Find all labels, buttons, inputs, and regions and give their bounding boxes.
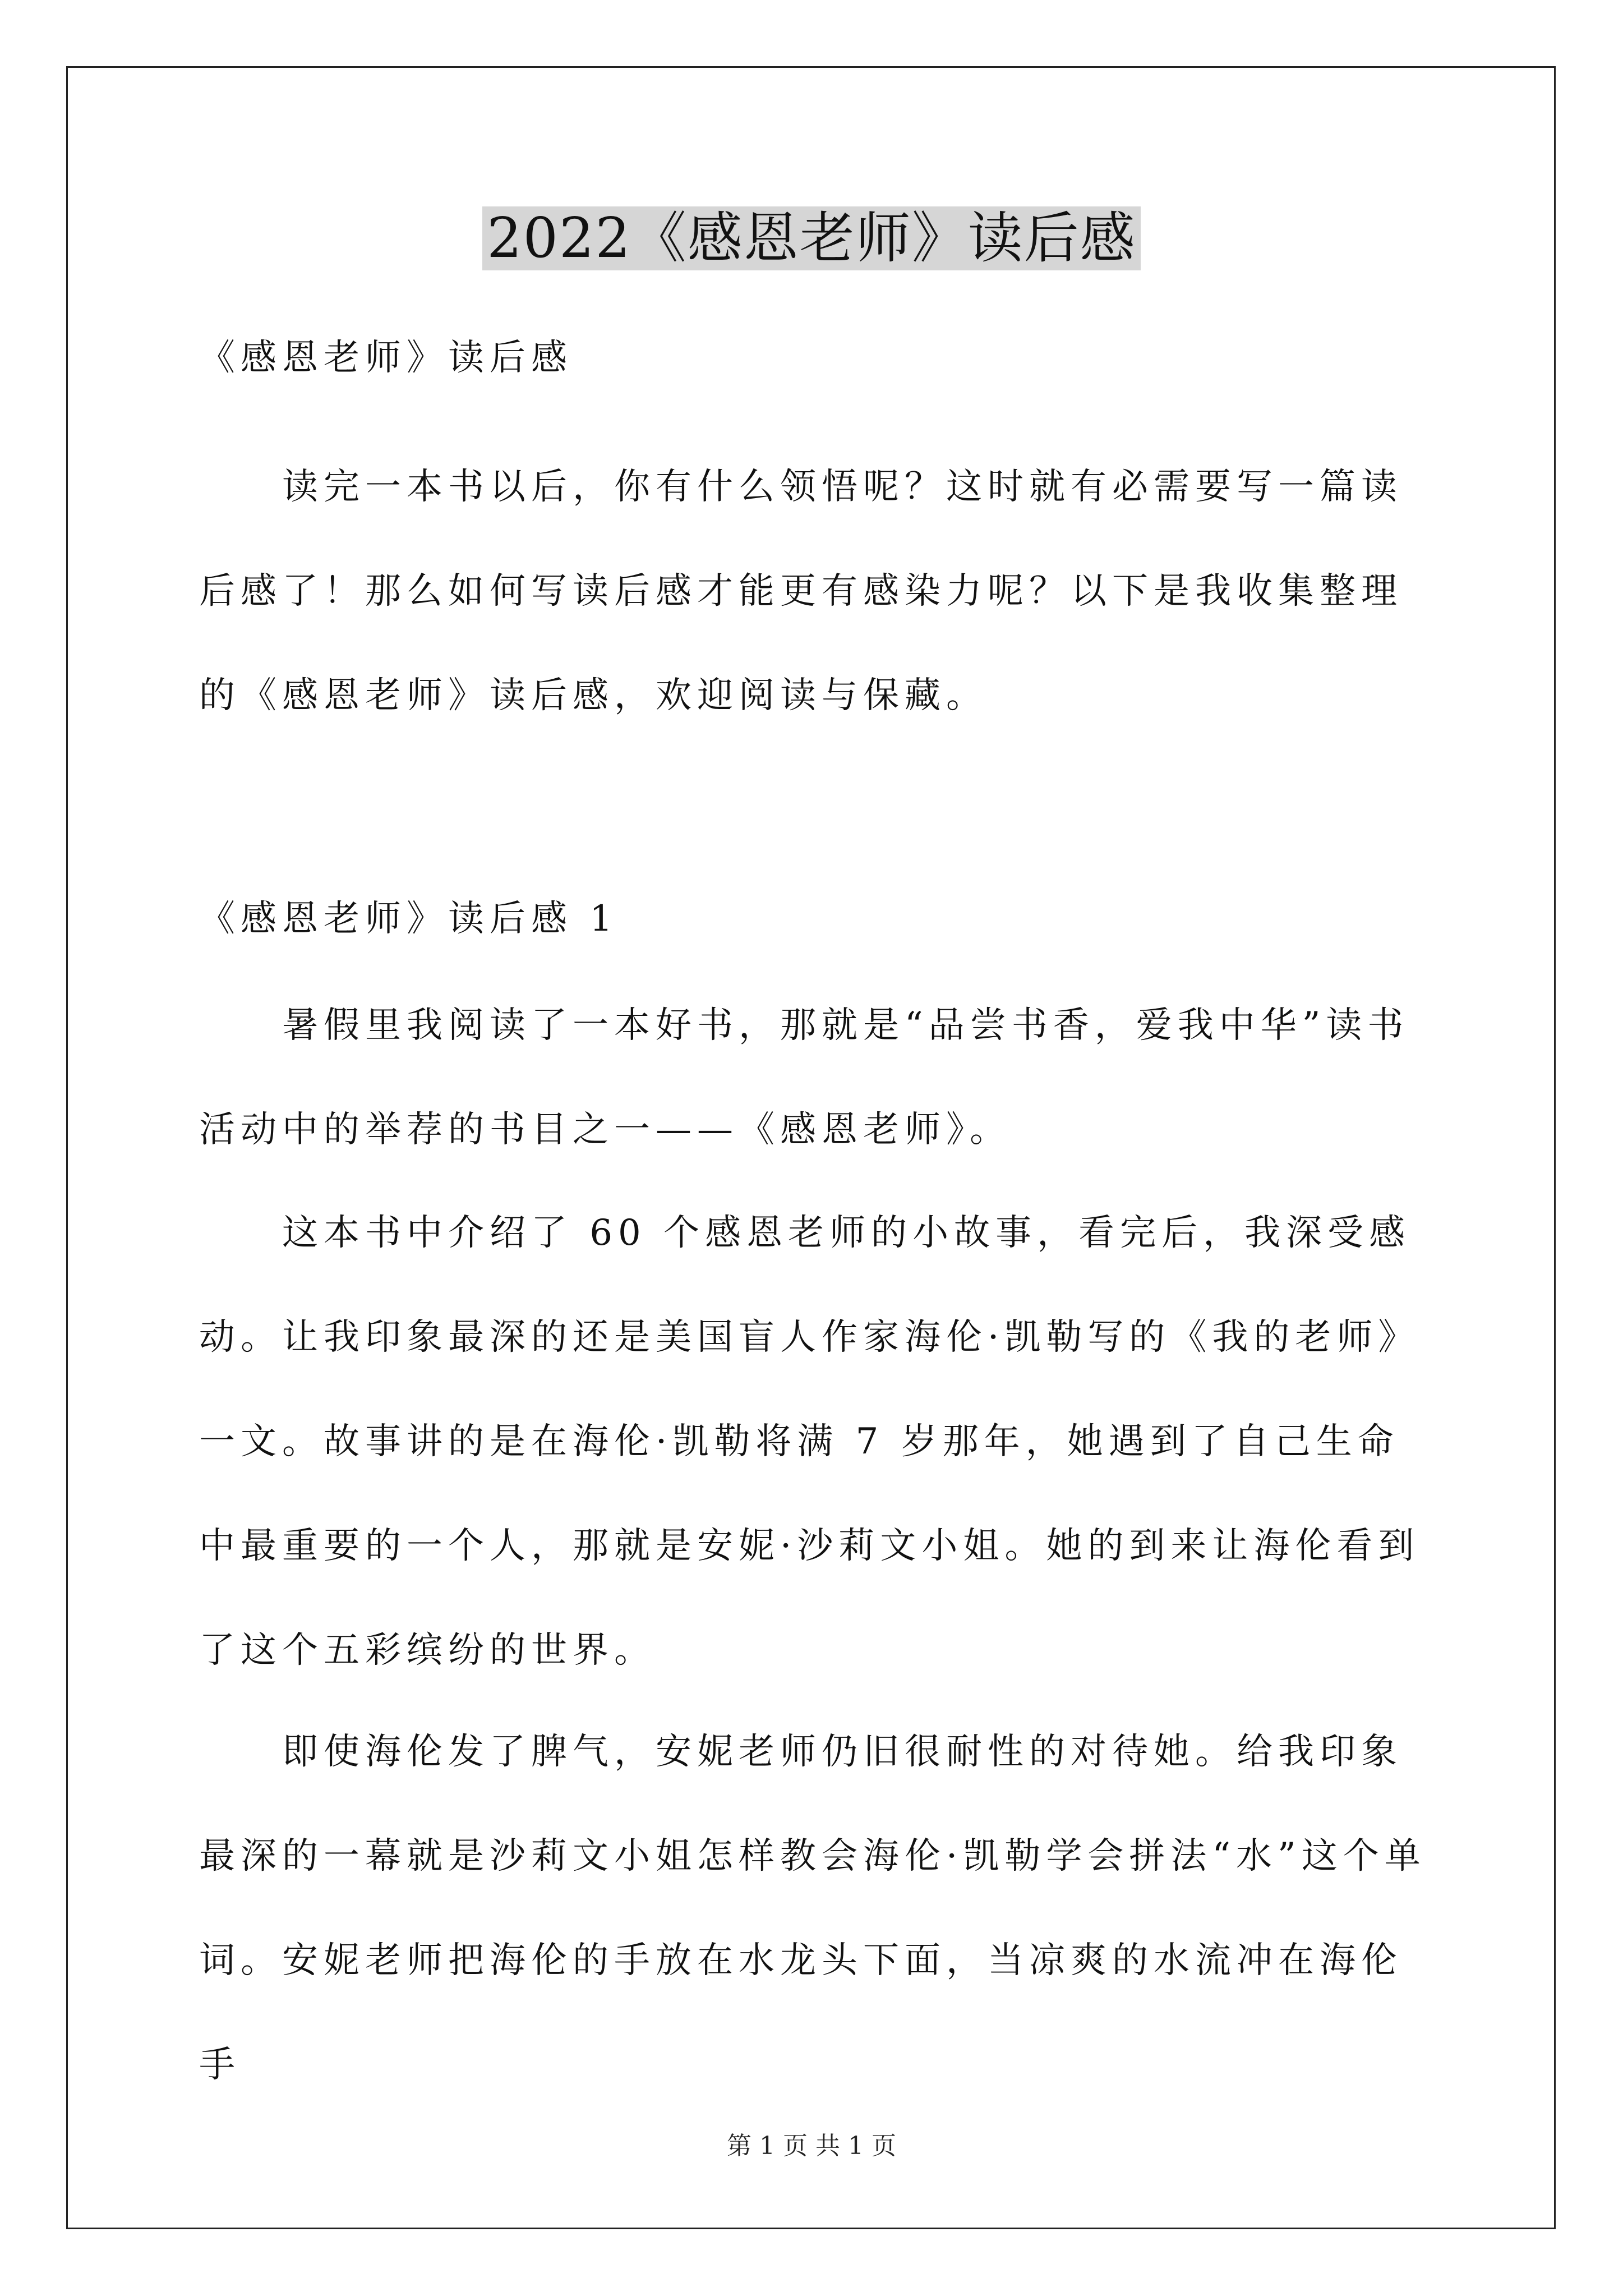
document-title-text: 2022《感恩老师》读后感 xyxy=(482,206,1140,270)
subtitle: 《感恩老师》读后感 xyxy=(199,337,573,379)
body-paragraph-2: 这本书中介绍了 60 个感恩老师的小故事，看完后，我深受感动。让我印象最深的还是美国盲人作家海伦·凯勒写的《我的老师》一文。故事讲的是在海伦·凯勒将满 7 岁那年，她遇到了自己生命中最重要的一个人，那就是安妮·沙莉文小姐。她的到来让海伦看到了这个五彩缤纷的世界。 xyxy=(199,1212,1420,1671)
document-title xyxy=(0,199,1623,278)
intro-paragraph: 读完一本书以后，你有什么领悟呢？这时就有必需要写一篇读后感了！那么如何写读后感才能更有感染力呢？以下是我收集整理的《感恩老师》读后感，欢迎阅读与保藏。 xyxy=(199,466,1403,716)
page-footer: 第 1 页 共 1 页 xyxy=(727,2132,896,2160)
body-paragraph-3: 即使海伦发了脾气，安妮老师仍旧很耐性的对待她。给我印象最深的一幕就是沙莉文小姐怎样教会海伦·凯勒学会拼法“水”这个单词。安妮老师把海伦的手放在水龙头下面，当凉爽的水流冲在海伦手 xyxy=(199,1731,1426,2086)
section-heading: 《感恩老师》读后感 1 xyxy=(199,898,619,940)
body-paragraph-1: 暑假里我阅读了一本好书，那就是“品尝书香，爱我中华”读书活动中的举荐的书目之一——《感恩老师》。 xyxy=(199,1005,1409,1151)
